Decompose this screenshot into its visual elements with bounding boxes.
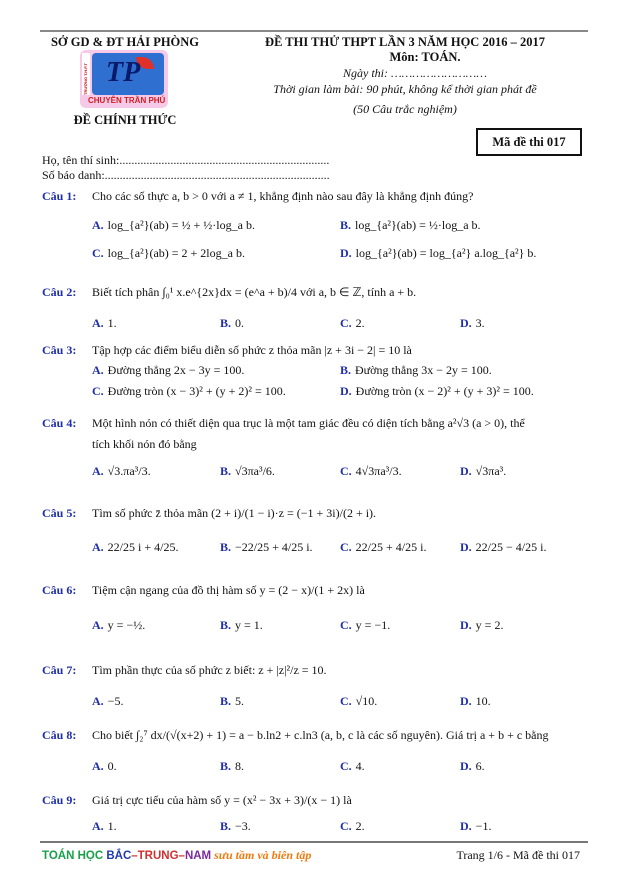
option-c[interactable]: C. Đường tròn (x − 3)² + (y + 2)² = 100. — [92, 384, 286, 398]
question-text: Tiệm cận ngang của đồ thị hàm số y = (2 − x)/(1 + 2x) là — [92, 583, 365, 597]
option-b[interactable]: B. Đường thẳng 3x − 2y = 100. — [340, 363, 492, 377]
option-b[interactable]: B. 8. — [220, 759, 245, 773]
option-a[interactable]: A. −5. — [92, 694, 124, 708]
official-label: ĐỀ CHÍNH THỨC — [73, 113, 177, 127]
option-b[interactable]: B. −22/25 + 4/25 i. — [220, 540, 313, 554]
exam-code: Mã đề thi 017 — [492, 135, 566, 149]
option-d[interactable]: D. Đường tròn (x − 2)² + (y + 3)² = 100. — [340, 384, 534, 398]
question-text: Cho biết ∫₂⁷ dx/(√(x+2) + 1) = a − b.ln2 + c.ln3 (a, b, c là các số nguyên). Giá trị a + b + c bằng — [92, 728, 549, 742]
subject: Môn: TOÁN. — [389, 50, 461, 64]
option-d[interactable]: D. 22/25 − 4/25 i. — [460, 540, 547, 554]
option-a[interactable]: A. √3.πa³/3. — [92, 464, 151, 478]
department: SỞ GD & ĐT HẢI PHÒNG — [50, 35, 200, 49]
option-c[interactable]: C. 22/25 + 4/25 i. — [340, 540, 427, 554]
option-a[interactable]: A. y = −½. — [92, 618, 146, 632]
question-text: Giá trị cực tiểu của hàm số y = (x² − 3x + 3)/(x − 1) là — [92, 793, 352, 807]
option-a[interactable]: A. log_{a²}(ab) = ½ + ½·log_a b. — [92, 218, 255, 232]
option-c[interactable]: C. log_{a²}(ab) = 2 + 2log_a b. — [92, 246, 245, 260]
logo-school-name: CHUYÊN TRẦN PHÚ — [88, 96, 166, 105]
school-logo — [80, 50, 168, 108]
option-b[interactable]: B. −3. — [220, 819, 251, 833]
question-count: (50 Câu trắc nghiệm) — [353, 102, 457, 116]
question-text: Cho các số thực a, b > 0 với a ≠ 1, khẳng định nào sau đây là khẳng định đúng? — [92, 189, 474, 203]
option-a[interactable]: A. 1. — [92, 316, 117, 330]
option-b[interactable]: B. log_{a²}(ab) = ½·log_a b. — [340, 218, 481, 232]
option-c[interactable]: C. 4. — [340, 759, 365, 773]
option-d[interactable]: D. 6. — [460, 759, 485, 773]
exam-date: Ngày thi: ……………………… — [342, 66, 488, 80]
option-a[interactable]: A. Đường thẳng 2x − 3y = 100. — [92, 363, 245, 377]
option-a[interactable]: A. 1. — [92, 819, 117, 833]
question-label: Câu 8: — [42, 728, 77, 742]
question-label: Câu 5: — [42, 506, 77, 520]
option-d[interactable]: D. −1. — [460, 819, 492, 833]
question-text: Tập hợp các điểm biểu diễn số phức z thỏa mãn |z + 3i − 2| = 10 là — [92, 343, 412, 357]
option-d[interactable]: D. 3. — [460, 316, 485, 330]
exam-code-box — [476, 128, 582, 156]
question-label: Câu 3: — [42, 343, 77, 357]
question-label: Câu 7: — [42, 663, 77, 677]
option-c[interactable]: C. y = −1. — [340, 618, 391, 632]
question-text: Tìm số phức z̄ thỏa mãn (2 + i)/(1 − i)·z = (−1 + 3i)/(2 + i). — [92, 506, 377, 520]
question-label: Câu 4: — [42, 416, 77, 430]
logo-letters: TP — [106, 57, 141, 88]
question-text-continued: tích khối nón đó bằng — [92, 437, 197, 451]
option-b[interactable]: B. y = 1. — [220, 618, 263, 632]
footer-divider — [40, 841, 588, 843]
option-c[interactable]: C. 4√3πa³/3. — [340, 464, 402, 478]
question-label: Câu 2: — [42, 285, 77, 299]
footer-credit: TOÁN HỌC BẮC–TRUNG–NAM sưu tầm và biên tập — [42, 848, 312, 862]
option-d[interactable]: D. log_{a²}(ab) = log_{a²} a.log_{a²} b. — [340, 246, 537, 260]
candidate-id-field: Số báo danh:........................................................................... — [42, 168, 330, 182]
question-text: Tìm phần thực của số phức z biết: z + |z|²/z = 10. — [92, 663, 327, 677]
duration: Thời gian làm bài: 90 phút, không kể thời gian phát đề — [273, 82, 537, 96]
question-text: Một hình nón có thiết diện qua trục là một tam giác đều có diện tích bằng a²√3 (a > 0), thể — [92, 416, 525, 430]
exam-title: ĐỀ THI THỬ THPT LẦN 3 NĂM HỌC 2016 – 2017 — [265, 35, 545, 49]
question-text: Biết tích phân ∫₀¹ x.e^{2x}dx = (e^a + b)/4 với a, b ∈ ℤ, tính a + b. — [92, 285, 417, 299]
option-c[interactable]: C. 2. — [340, 819, 365, 833]
option-d[interactable]: D. y = 2. — [460, 618, 504, 632]
logo-side-text: TRƯỜNG T.H.P.T — [82, 53, 90, 95]
option-d[interactable]: D. √3πa³. — [460, 464, 507, 478]
page-number: Trang 1/6 - Mã đề thi 017 — [456, 848, 580, 862]
option-b[interactable]: B. √3πa³/6. — [220, 464, 275, 478]
option-c[interactable]: C. √10. — [340, 694, 378, 708]
option-b[interactable]: B. 5. — [220, 694, 245, 708]
option-d[interactable]: D. 10. — [460, 694, 491, 708]
question-label: Câu 9: — [42, 793, 77, 807]
option-a[interactable]: A. 22/25 i + 4/25. — [92, 540, 179, 554]
top-divider — [40, 30, 588, 32]
candidate-name-field: Họ, tên thí sinh:...................................................................... — [42, 153, 330, 167]
option-b[interactable]: B. 0. — [220, 316, 245, 330]
option-c[interactable]: C. 2. — [340, 316, 365, 330]
question-label: Câu 6: — [42, 583, 77, 597]
question-label: Câu 1: — [42, 189, 77, 203]
option-a[interactable]: A. 0. — [92, 759, 117, 773]
